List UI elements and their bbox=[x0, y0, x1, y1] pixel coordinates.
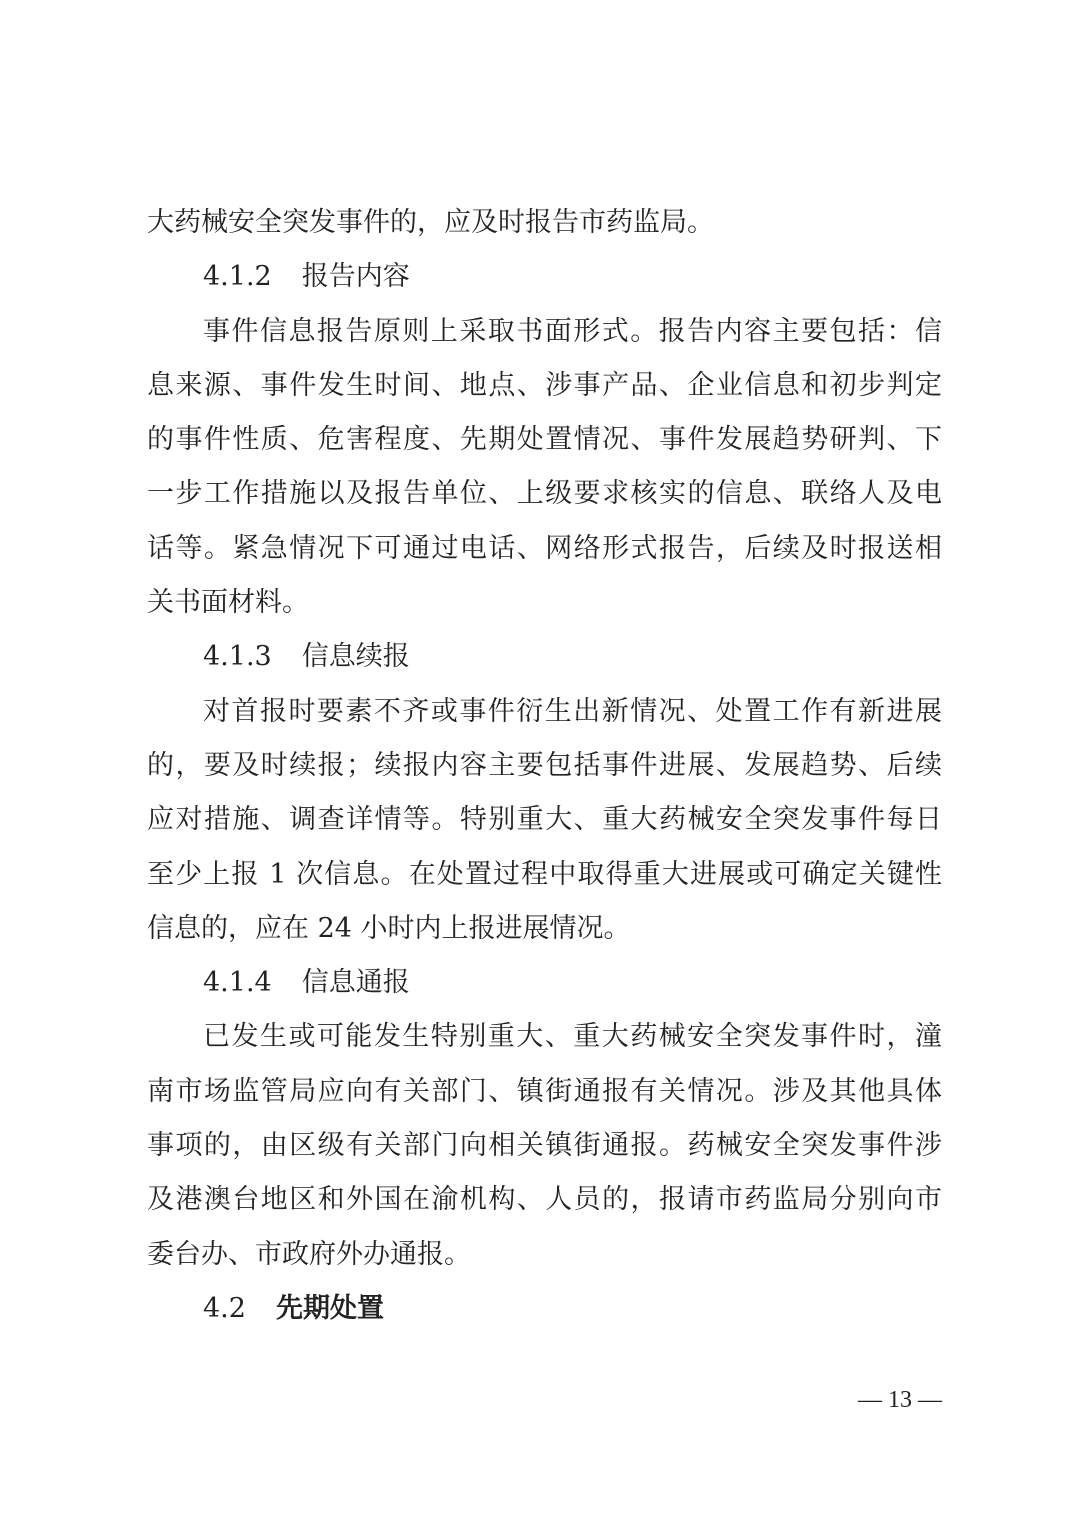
section-title: 信息通报 bbox=[301, 967, 410, 999]
page-number: — 13 — bbox=[858, 1387, 942, 1413]
section-title: 信息续报 bbox=[301, 641, 410, 673]
document-body bbox=[147, 196, 942, 1336]
section-number: 4.1.2 bbox=[203, 261, 272, 293]
paragraph-line: 对首报时要素不齐或事件衍生出新情况、处置工作有新进展 bbox=[203, 695, 942, 727]
section-heading bbox=[147, 630, 942, 684]
section-number: 4.1.3 bbox=[203, 641, 272, 673]
section-title: 报告内容 bbox=[301, 261, 410, 293]
section-heading-level2 bbox=[147, 1282, 942, 1336]
section-heading bbox=[147, 250, 942, 304]
paragraph-line: 事件信息报告原则上采取书面形式。报告内容主要包括：信 bbox=[203, 315, 942, 347]
paragraph-line: 已发生或可能发生特别重大、重大药械安全突发事件时，潼 bbox=[203, 1021, 942, 1053]
paragraph-line: 话等。紧急情况下可通过电话、网络形式报告，后续及时报送相 bbox=[147, 532, 942, 564]
paragraph-line: 的事件性质、危害程度、先期处置情况、事件发展趋势研判、下 bbox=[147, 424, 942, 456]
paragraph-line: 南市场监管局应向有关部门、镇街通报有关情况。涉及其他具体 bbox=[147, 1075, 942, 1107]
section-heading bbox=[147, 956, 942, 1010]
paragraph-line: 应对措施、调查详情等。特别重大、重大药械安全突发事件每日 bbox=[147, 804, 942, 836]
paragraph-line: 大药械安全突发事件的，应及时报告市药监局。 bbox=[147, 207, 714, 238]
paragraph-line: 关书面材料。 bbox=[147, 587, 309, 619]
section-title: 先期处置 bbox=[275, 1292, 384, 1324]
section-number: 4.1.4 bbox=[203, 967, 272, 999]
paragraph-line: 至少上报 1 次信息。在处置过程中取得重大进展或可确定关键性 bbox=[147, 858, 942, 890]
paragraph-line: 事项的，由区级有关部门向相关镇街通报。药械安全突发事件涉 bbox=[147, 1130, 942, 1162]
paragraph-line: 信息的，应在 24 小时内上报进展情况。 bbox=[147, 912, 631, 944]
paragraph-line: 委台办、市政府外办通报。 bbox=[147, 1238, 471, 1270]
paragraph-line: 及港澳台地区和外国在渝机构、人员的，报请市药监局分别向市 bbox=[147, 1184, 942, 1216]
section-number: 4.2 bbox=[203, 1292, 246, 1324]
paragraph-line: 的，要及时续报；续报内容主要包括事件进展、发展趋势、后续 bbox=[147, 749, 942, 781]
paragraph-line: 息来源、事件发生时间、地点、涉事产品、企业信息和初步判定 bbox=[147, 369, 942, 401]
paragraph-line: 一步工作措施以及报告单位、上级要求核实的信息、联络人及电 bbox=[147, 478, 942, 510]
